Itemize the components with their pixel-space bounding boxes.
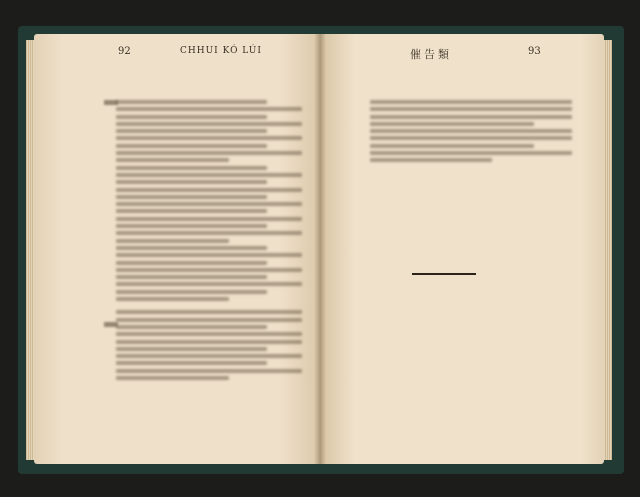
left-page-text-placeholder xyxy=(116,100,310,383)
right-page-number: 93 xyxy=(528,46,541,57)
running-title: CHHUI KÓ LÚI xyxy=(180,46,262,56)
end-rule xyxy=(412,273,476,275)
left-page-number: 92 xyxy=(118,46,131,57)
right-page-text-placeholder xyxy=(370,100,580,166)
page-edges-left xyxy=(26,40,34,460)
book-gutter xyxy=(314,34,326,464)
right-page-title: 催告類 xyxy=(410,48,452,61)
page-edges-right xyxy=(604,40,612,460)
right-page xyxy=(320,34,604,464)
